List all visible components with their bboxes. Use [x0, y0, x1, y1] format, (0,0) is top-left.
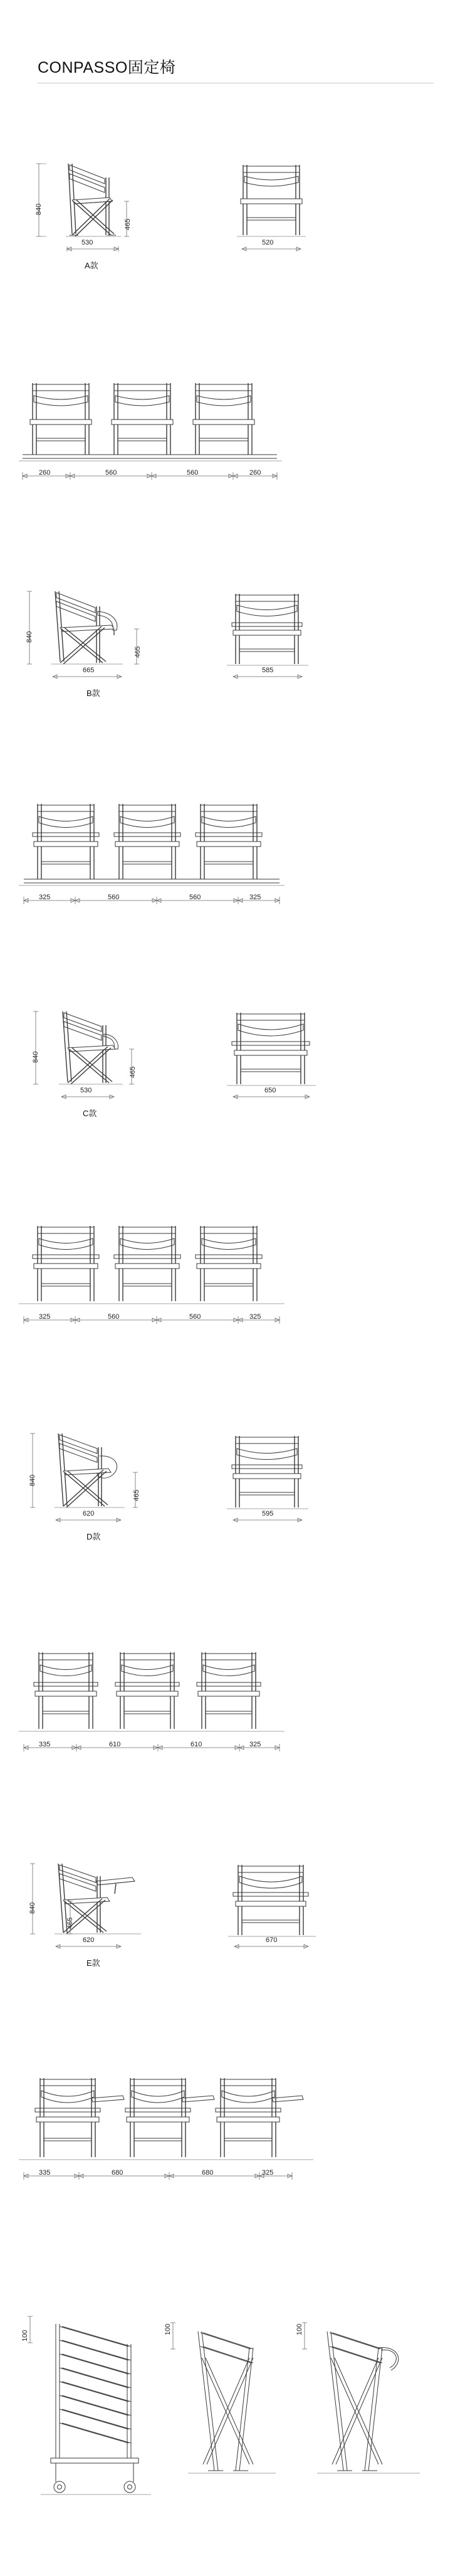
b-depth-dimension	[38, 668, 182, 687]
b-width-label: 585	[262, 667, 274, 674]
c-row-dim-4: 325	[249, 1313, 261, 1321]
a-side-dimensions	[25, 160, 63, 292]
d-width-dimension	[219, 1511, 357, 1530]
d-row-view	[19, 1646, 320, 1781]
a-seat-height-label: 465	[124, 218, 132, 230]
d-height-label: 840	[29, 1474, 36, 1486]
section-stacking	[0, 2289, 470, 2565]
e-seat-height-label: 465	[66, 1917, 74, 1929]
c-model-label: C款	[83, 1109, 97, 1118]
d-row-dimension-line	[19, 1739, 320, 1758]
section-c-row	[0, 1220, 470, 1383]
d-depth-dimension	[41, 1511, 185, 1530]
e-width-dimension	[219, 1938, 370, 1956]
d-front-view	[219, 1430, 357, 1561]
c-height-label: 840	[32, 1051, 39, 1063]
b-row-dim-1: 325	[39, 894, 51, 901]
e-depth-label: 620	[83, 1936, 95, 1944]
section-a-single	[0, 160, 470, 348]
e-row-dim-2: 680	[112, 2169, 123, 2177]
b-row-dim-2: 560	[108, 894, 120, 901]
a-row-dimension-line	[19, 467, 313, 486]
b-width-dimension	[219, 668, 357, 687]
c-width-label: 650	[264, 1087, 276, 1094]
section-d-row	[0, 1646, 470, 1809]
b-model-label: B款	[86, 689, 100, 698]
e-row-dim-1: 335	[39, 2169, 51, 2177]
d-model-label: D款	[86, 1532, 101, 1541]
e-depth-dimension	[41, 1938, 185, 1956]
c-height-dimension	[22, 1006, 60, 1138]
a-model-label: A款	[85, 261, 98, 270]
c-side-view	[44, 1006, 175, 1138]
section-c-single	[0, 1006, 470, 1195]
d-seat-height-label: 465	[133, 1489, 140, 1501]
c-depth-dimension	[44, 1088, 175, 1107]
d-height-dimension	[19, 1430, 56, 1561]
stack-dim-3: 100	[296, 2323, 303, 2335]
c-row-dimension-line	[19, 1311, 320, 1330]
stack-dim-2: 100	[164, 2323, 172, 2335]
stacked-arm-view	[307, 2314, 432, 2527]
e-width-label: 670	[266, 1936, 278, 1944]
d-side-view	[41, 1430, 185, 1561]
b-seat-height-label: 465	[134, 646, 142, 658]
section-e-single	[0, 1856, 470, 2044]
b-height-dimension	[16, 586, 53, 718]
stacked-pair-view	[175, 2314, 288, 2527]
a-front-view	[226, 160, 351, 292]
b-row-dimension-line	[19, 892, 320, 911]
e-row-dimension-line	[19, 2167, 326, 2186]
c-seat-height-label: 465	[129, 1066, 137, 1078]
section-b-single	[0, 586, 470, 774]
section-b-row	[0, 796, 470, 959]
c-row-dim-2: 560	[108, 1313, 120, 1321]
e-row-view	[19, 2069, 326, 2214]
c-front-view	[219, 1006, 363, 1138]
a-depth-dimension	[47, 240, 172, 259]
section-a-row	[0, 373, 470, 536]
stack-dim-1: 100	[21, 2330, 29, 2341]
b-row-view	[19, 796, 320, 931]
a-row-dim-3: 560	[187, 469, 199, 477]
stacked-cart-view	[34, 2301, 160, 2540]
c-row-view	[19, 1220, 320, 1354]
d-row-dim-1: 335	[39, 1741, 51, 1748]
e-row-dim-4: 325	[262, 2169, 274, 2177]
b-row-dim-3: 560	[189, 894, 201, 901]
a-row-view	[19, 373, 313, 508]
d-depth-label: 620	[83, 1510, 95, 1518]
e-model-label: E款	[86, 1958, 100, 1968]
a-row-dim-4: 260	[249, 469, 261, 477]
d-row-dim-3: 610	[191, 1741, 202, 1748]
a-depth-label: 530	[81, 239, 93, 246]
section-d-single	[0, 1430, 470, 1618]
b-row-dim-4: 325	[249, 894, 261, 901]
e-height-label: 840	[29, 1902, 36, 1914]
c-width-dimension	[219, 1088, 363, 1107]
e-height-dimension	[19, 1856, 56, 1988]
d-width-label: 595	[262, 1510, 274, 1518]
b-height-label: 840	[26, 631, 33, 643]
d-row-dim-4: 325	[249, 1741, 261, 1748]
e-front-view	[219, 1856, 370, 1988]
b-depth-label: 665	[83, 667, 95, 674]
a-row-dim-1: 260	[39, 469, 51, 477]
section-e-row	[0, 2069, 470, 2245]
a-width-dimension	[226, 240, 351, 259]
c-row-dim-1: 325	[39, 1313, 51, 1321]
b-front-view	[219, 586, 357, 718]
a-width-label: 520	[262, 239, 274, 246]
c-depth-label: 530	[80, 1087, 92, 1094]
c-row-dim-3: 560	[189, 1313, 201, 1321]
d-row-dim-2: 610	[109, 1741, 121, 1748]
page-title: CONPASSO固定椅	[38, 59, 176, 77]
e-row-dim-3: 680	[202, 2169, 214, 2177]
a-side-view	[47, 160, 172, 292]
b-side-view	[38, 586, 182, 718]
a-height-label: 840	[35, 203, 43, 215]
a-row-dim-2: 560	[105, 469, 117, 477]
